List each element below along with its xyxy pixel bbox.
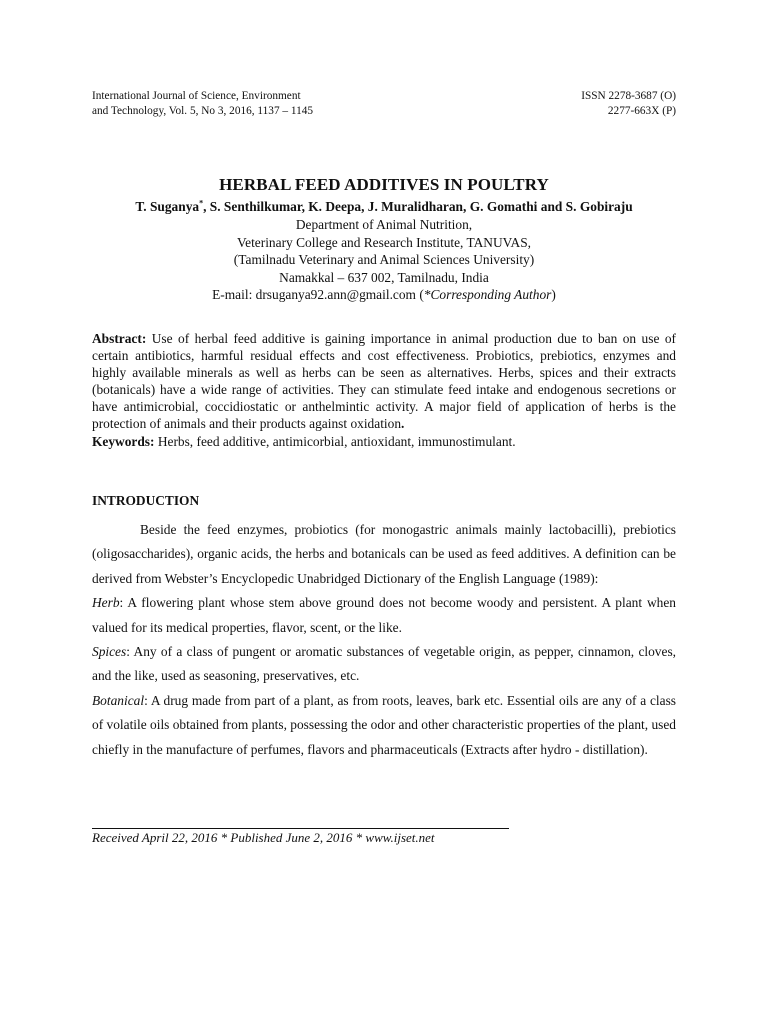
first-author: T. Suganya [135, 199, 200, 214]
other-authors: , S. Senthilkumar, K. Deepa, J. Muralidharan, G. Gomathi and S. Gobiraju [203, 199, 633, 214]
term-herb: Herb [92, 595, 120, 611]
keywords-paragraph [92, 433, 676, 450]
journal-citation [92, 89, 313, 119]
journal-header [92, 89, 676, 119]
email-address: E-mail: drsuganya92.ann@gmail.com ( [212, 287, 424, 303]
affiliation-line-3: (Tamilnadu Veterinary and Animal Sciences University) [233, 252, 535, 268]
email-suffix: ) [551, 287, 556, 303]
affiliation-line-4: Namakkal – 637 002, Tamilnadu, India [279, 269, 489, 285]
keywords-text: Herbs, feed additive, antimicorbial, antioxidant, immunostimulant. [154, 433, 516, 449]
introduction-body [92, 518, 676, 762]
journal-citation-line-2: and Technology, Vol. 5, No 3, 2016, 1137 – 1145 [92, 105, 314, 117]
corresponding-author-note: *Corresponding Author [423, 287, 552, 303]
botanical-definition: : A drug made from part of a plant, as from roots, leaves, bark etc. Essential oils are any of a class of volatile oils obtained from plants, possessing the odor and other characteristic properties of the plant, used chiefly in the manufacture of perfumes, flavors and pharmaceuticals (Extracts after hydro - distillation). [92, 692, 676, 757]
introduction-paragraph: Beside the feed enzymes, probiotics (for monogastric animals mainly lactobacilli), prebiotics (oligosaccharides), organic acids, the herbs and botanicals can be used as feed additives. A definition can be derived from Webster’s Encyclopedic Unabridged Dictionary of the English Language (1989): [92, 522, 676, 586]
abstract-paragraph [92, 330, 676, 433]
publication-dates: Received April 22, 2016 * Published June 2, 2016 * www.ijset.net [92, 830, 435, 845]
term-botanical: Botanical [92, 692, 145, 708]
herb-definition: : A flowering plant whose stem above ground does not become woody and persistent. A plant when valued for its medical properties, flavor, scent, or the like. [92, 595, 676, 635]
term-spices: Spices [92, 644, 127, 660]
corresponding-author-mark: * [199, 198, 204, 208]
affiliation-line-2: Veterinary College and Research Institute, TANUVAS, [236, 234, 532, 250]
definition-spices [92, 640, 676, 689]
contact-email [0, 286, 768, 304]
journal-citation-line-1: International Journal of Science, Environment [92, 90, 301, 102]
paper-title: HERBAL FEED ADDITIVES IN POULTRY [219, 175, 549, 194]
affiliation-line-1: Department of Animal Nutrition, [295, 217, 473, 232]
issn-print: 2277-663X (P) [607, 105, 676, 117]
spices-definition: : Any of a class of pungent or aromatic substances of vegetable origin, as pepper, cinnamon, cloves, and the like, used as seasoning, preservatives, etc. [92, 644, 676, 684]
abstract-section [92, 330, 676, 450]
issn-online: ISSN 2278-3687 (O) [581, 90, 676, 102]
keywords-label: Keywords: [92, 433, 155, 449]
abstract-text: Use of herbal feed additive is gaining importance in animal production due to ban on use of certain antibiotics, harmful residual effects and cost effectiveness. Probiotics, prebiotics, enzymes and highly available minerals as well as herbs can be seen as alternatives. Herbs, spices and their extracts (botanicals) have a wide range of activities. They can stimulate feed intake and endogenous secretions or have antimicrobial, coccidiostatic or anthelmintic activity. A major field of application of herbs is the protection of animals and their products against oxidation [92, 331, 676, 432]
author-list [0, 197, 768, 216]
abstract-label: Abstract: [92, 331, 147, 346]
introduction-heading: INTRODUCTION [92, 493, 200, 508]
author-affiliation [0, 216, 768, 304]
definition-herb [92, 591, 676, 640]
issn-block [581, 89, 676, 119]
definition-botanical [92, 689, 676, 762]
abstract-end-mark: . [401, 416, 405, 432]
